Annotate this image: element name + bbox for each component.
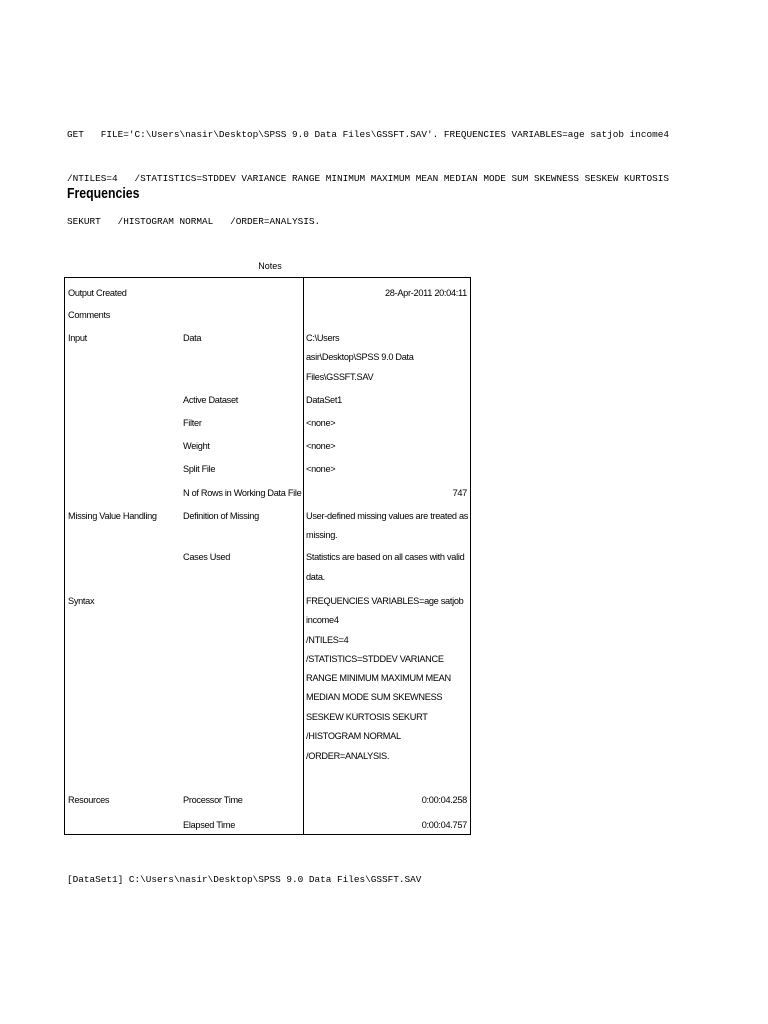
data-label: Data (183, 333, 202, 343)
syntax-block (67, 99, 677, 244)
notes-table-title: Notes (258, 261, 282, 271)
cases-used-value-line: data. (306, 572, 325, 582)
syntax-value-line: /HISTOGRAM NORMAL (306, 731, 401, 741)
data-value-line: C:\Users (306, 333, 340, 343)
missing-label: Missing Value Handling (68, 511, 157, 521)
syntax-value-line: /STATISTICS=STDDEV VARIANCE (306, 654, 444, 664)
rows-label: N of Rows in Working Data File (183, 488, 302, 498)
rows-value: 747 (452, 488, 467, 498)
output-created-label: Output Created (68, 288, 127, 298)
syntax-label: Syntax (68, 596, 95, 606)
syntax-value-line: RANGE MINIMUM MAXIMUM MEAN (306, 673, 451, 683)
input-label: Input (68, 333, 87, 343)
elapsed-time-value: 0:00:04.757 (421, 820, 467, 830)
definition-value-line: missing. (306, 530, 338, 540)
data-value-line: asir\Desktop\SPSS 9.0 Data (306, 352, 414, 362)
syntax-line: SEKURT /HISTOGRAM NORMAL /ORDER=ANALYSIS. (67, 216, 321, 227)
definition-value-line: User-defined missing values are treated as (306, 511, 469, 521)
weight-value: <none> (306, 441, 336, 451)
weight-label: Weight (183, 441, 210, 451)
processor-time-value: 0:00:04.258 (421, 795, 467, 805)
split-file-value: <none> (306, 464, 336, 474)
dataset-footer: [DataSet1] C:\Users\nasir\Desktop\SPSS 9.0 Data Files\GSSFT.SAV (67, 874, 422, 885)
syntax-value-line: MEDIAN MODE SUM SKEWNESS (306, 692, 443, 702)
resources-label: Resources (68, 795, 110, 805)
syntax-line: /NTILES=4 /STATISTICS=STDDEV VARIANCE RANGE MINIMUM MAXIMUM MEAN MEDIAN MODE SUM SKEWNESS SESKEW KURTOSIS (67, 172, 669, 184)
notes-table (64, 277, 471, 835)
syntax-value-line: /NTILES=4 (306, 635, 349, 645)
filter-label: Filter (183, 418, 202, 428)
data-value-line: Files\GSSFT.SAV (306, 372, 374, 382)
syntax-line: GET FILE='C:\Users\nasir\Desktop\SPSS 9.0 Data Files\GSSFT.SAV'. FREQUENCIES VARIABLES=age satjob income4 (67, 129, 669, 140)
syntax-value-line: SESKEW KURTOSIS SEKURT (306, 712, 428, 722)
syntax-value-line: /ORDER=ANALYSIS. (306, 751, 390, 761)
cases-used-value-line: Statistics are based on all cases with valid (306, 552, 465, 562)
active-dataset-value: DataSet1 (306, 395, 342, 405)
syntax-value-line: income4 (306, 615, 339, 625)
split-file-label: Split File (183, 464, 216, 474)
output-created-value: 28-Apr-2011 20:04:11 (384, 288, 467, 298)
processor-time-label: Processor Time (183, 795, 243, 805)
comments-label: Comments (68, 310, 111, 320)
cases-used-label: Cases Used (183, 552, 231, 562)
active-dataset-label: Active Dataset (183, 395, 239, 405)
column-divider (303, 278, 304, 834)
definition-label: Definition of Missing (183, 511, 259, 521)
filter-value: <none> (306, 418, 336, 428)
elapsed-time-label: Elapsed Time (183, 820, 236, 830)
page-heading: Frequencies (67, 185, 140, 202)
syntax-value-line: FREQUENCIES VARIABLES=age satjob (306, 596, 464, 606)
